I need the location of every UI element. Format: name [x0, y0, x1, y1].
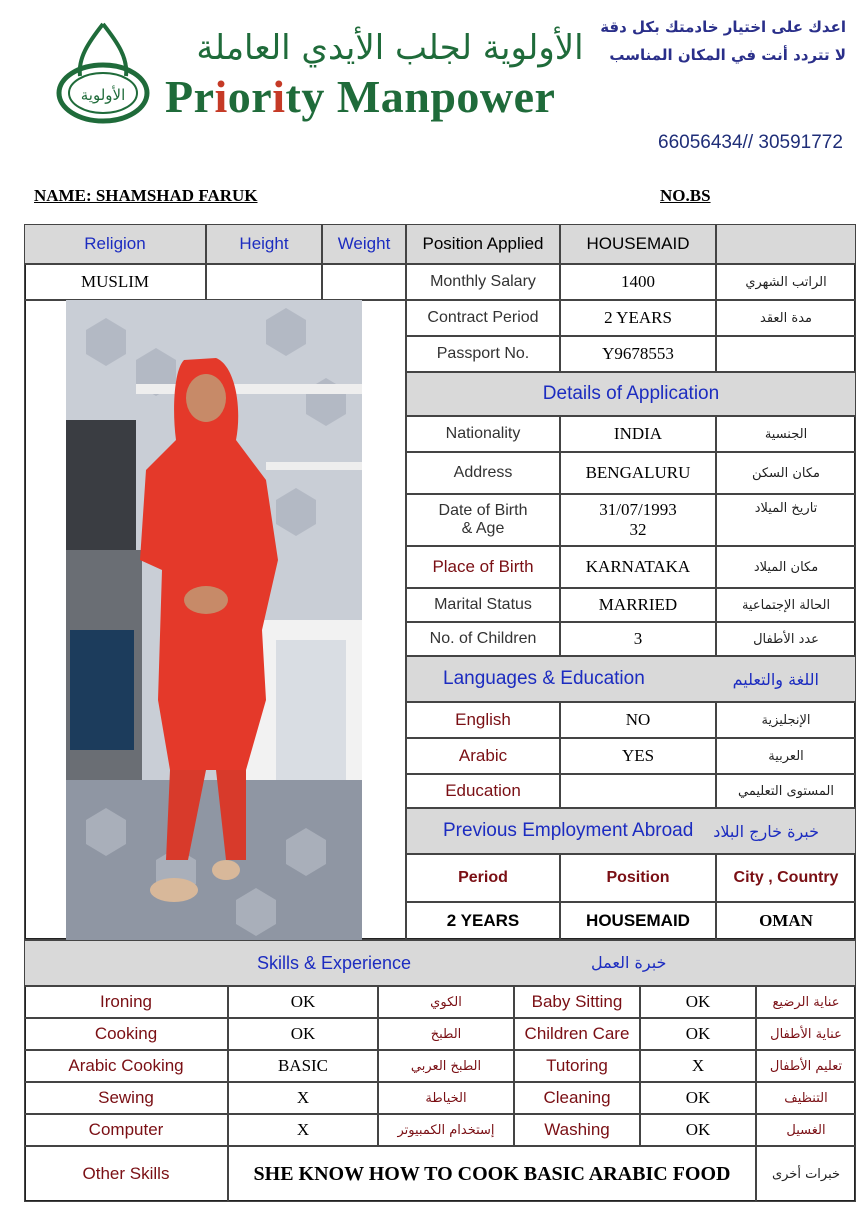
marital-value: MARRIED	[560, 588, 716, 622]
skill-left-ar: الخياطة	[378, 1082, 514, 1114]
skill-right-label: Cleaning	[514, 1082, 640, 1114]
candidate-name: NAME: SHAMSHAD FARUK	[34, 186, 258, 205]
candidate-photo	[66, 300, 362, 940]
contract-ar: مدة العقد	[716, 300, 856, 336]
position-header: Position	[560, 854, 716, 902]
skill-right-label: Tutoring	[514, 1050, 640, 1082]
skill-left-value: BASIC	[228, 1050, 378, 1082]
arabic-value: YES	[560, 738, 716, 774]
skill-left-label: Arabic Cooking	[24, 1050, 228, 1082]
pob-ar: مكان الميلاد	[716, 546, 856, 588]
weight-header: Weight	[322, 224, 406, 264]
dob-ar: تاريخ الميلاد	[716, 494, 856, 546]
skill-left-value: OK	[228, 986, 378, 1018]
dob-value: 31/07/1993 32	[560, 494, 716, 546]
skill-right-value: X	[640, 1050, 756, 1082]
position-applied-value: HOUSEMAID	[560, 224, 716, 264]
skill-right-ar: عناية الأطفال	[756, 1018, 856, 1050]
skill-left-value: X	[228, 1114, 378, 1146]
skills-heading: Skills & Experience خبرة العمل	[24, 940, 856, 986]
salary-value: 1400	[560, 264, 716, 300]
company-logo	[48, 18, 158, 128]
pob-label: Place of Birth	[406, 546, 560, 588]
other-skills-label: Other Skills	[24, 1146, 228, 1202]
address-ar: مكان السكن	[716, 452, 856, 494]
english-label: English	[406, 702, 560, 738]
weight-value	[322, 264, 406, 300]
contract-value: 2 YEARS	[560, 300, 716, 336]
passport-ar	[716, 336, 856, 372]
arabic-company-name: الأولوية لجلب الأيدي العاملة	[196, 28, 584, 68]
skill-right-ar: عناية الرضيع	[756, 986, 856, 1018]
tagline-line-1: اعدك على اختيار خادمتك بكل دقة	[600, 18, 846, 36]
pob-value: KARNATAKA	[560, 546, 716, 588]
education-ar: المستوى التعليمي	[716, 774, 856, 808]
skill-left-label: Sewing	[24, 1082, 228, 1114]
nationality-ar: الجنسية	[716, 416, 856, 452]
employment-country: OMAN	[716, 902, 856, 940]
skill-right-value: OK	[640, 986, 756, 1018]
contract-label: Contract Period	[406, 300, 560, 336]
education-label: Education	[406, 774, 560, 808]
skill-right-ar: التنظيف	[756, 1082, 856, 1114]
position-applied-ar	[716, 224, 856, 264]
skill-left-label: Cooking	[24, 1018, 228, 1050]
address-value: BENGALURU	[560, 452, 716, 494]
company-name: Priority Manpower	[165, 71, 556, 122]
skill-left-value: X	[228, 1082, 378, 1114]
reference-number: NO.BS	[660, 186, 711, 205]
employment-position: HOUSEMAID	[560, 902, 716, 940]
skill-right-value: OK	[640, 1114, 756, 1146]
salary-label: Monthly Salary	[406, 264, 560, 300]
skill-left-ar: إستخدام الكمبيوتر	[378, 1114, 514, 1146]
passport-value: Y9678553	[560, 336, 716, 372]
other-skills-ar: خبرات أخرى	[756, 1146, 856, 1202]
employment-heading: Previous Employment Abroad خبرة خارج البلاد	[406, 808, 856, 854]
skill-left-value: OK	[228, 1018, 378, 1050]
religion-header: Religion	[24, 224, 206, 264]
english-value: NO	[560, 702, 716, 738]
skill-left-ar: الطبخ العربي	[378, 1050, 514, 1082]
children-value: 3	[560, 622, 716, 656]
arabic-ar: العربية	[716, 738, 856, 774]
languages-heading: Languages & Education اللغة والتعليم	[406, 656, 856, 702]
dob-label: Date of Birth & Age	[406, 494, 560, 546]
phone-numbers: 66056434// 30591772	[658, 132, 843, 153]
skill-right-label: Children Care	[514, 1018, 640, 1050]
period-header: Period	[406, 854, 560, 902]
nationality-value: INDIA	[560, 416, 716, 452]
height-value	[206, 264, 322, 300]
marital-ar: الحالة الإجتماعية	[716, 588, 856, 622]
salary-ar: الراتب الشهري	[716, 264, 856, 300]
education-value	[560, 774, 716, 808]
skill-right-value: OK	[640, 1082, 756, 1114]
other-skills-value: SHE KNOW HOW TO COOK BASIC ARABIC FOOD	[228, 1146, 756, 1202]
arabic-label: Arabic	[406, 738, 560, 774]
marital-label: Marital Status	[406, 588, 560, 622]
employment-period: 2 YEARS	[406, 902, 560, 940]
skill-left-label: Computer	[24, 1114, 228, 1146]
details-heading: Details of Application	[406, 372, 856, 416]
height-header: Height	[206, 224, 322, 264]
tagline-line-2: لا تتردد أنت في المكان المناسب	[609, 46, 846, 64]
skill-right-value: OK	[640, 1018, 756, 1050]
children-ar: عدد الأطفال	[716, 622, 856, 656]
nationality-label: Nationality	[406, 416, 560, 452]
skill-left-label: Ironing	[24, 986, 228, 1018]
passport-label: Passport No.	[406, 336, 560, 372]
address-label: Address	[406, 452, 560, 494]
religion-value: MUSLIM	[24, 264, 206, 300]
country-header: City , Country	[716, 854, 856, 902]
skill-right-label: Washing	[514, 1114, 640, 1146]
english-ar: الإنجليزية	[716, 702, 856, 738]
skill-right-ar: تعليم الأطفال	[756, 1050, 856, 1082]
logo-text: الأولوية	[80, 86, 126, 104]
children-label: No. of Children	[406, 622, 560, 656]
position-applied-label: Position Applied	[406, 224, 560, 264]
skill-left-ar: الطبخ	[378, 1018, 514, 1050]
skill-right-label: Baby Sitting	[514, 986, 640, 1018]
skill-right-ar: الغسيل	[756, 1114, 856, 1146]
skill-left-ar: الكوي	[378, 986, 514, 1018]
